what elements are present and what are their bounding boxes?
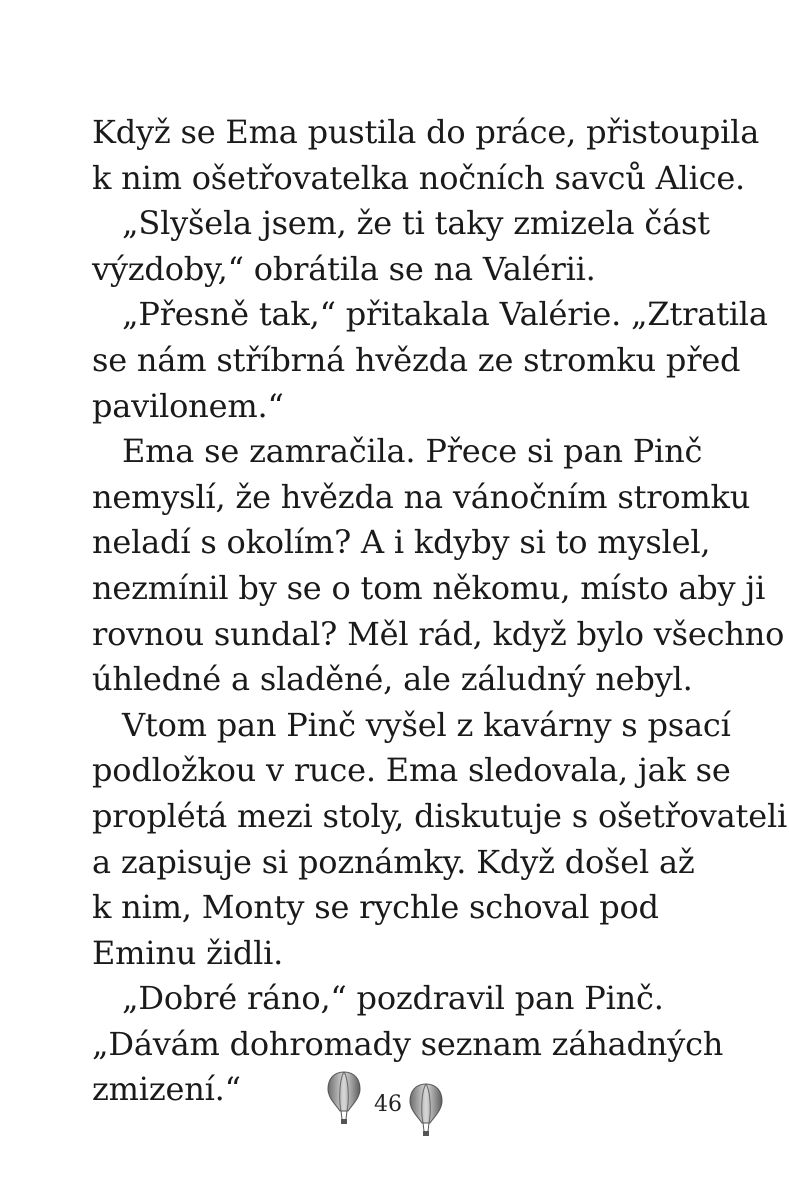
text-line: k nim ošetřovatelka nočních savců Alice. (92, 158, 746, 197)
text-line: „Slyšela jsem, že ti taky zmizela část (122, 204, 710, 243)
text-line: pavilonem.“ (92, 386, 284, 425)
text-line: neladí s okolím? A i kdyby si to myslel, (92, 523, 711, 562)
text-line: rovnou sundal? Měl rád, když bylo všechno (92, 614, 785, 653)
text-line: „Dobré ráno,“ pozdravil pan Pinč. (122, 979, 664, 1018)
page-number: 46 (374, 1092, 402, 1117)
text-line: se nám stříbrná hvězda ze stromku před (92, 340, 741, 379)
text-line: a zapisuje si poznámky. Když došel až (92, 842, 695, 881)
body-text (92, 110, 788, 1113)
text-line: „Přesně tak,“ přitakala Valérie. „Ztratila (122, 295, 768, 334)
text-line: k nim, Monty se rychle schoval pod (92, 888, 659, 927)
text-line: úhledné a sladěné, ale záludný nebyl. (92, 660, 693, 699)
text-line: Ema se zamračila. Přece si pan Pinč (122, 432, 703, 471)
text-line: výzdoby,“ obrátila se na Valérii. (92, 249, 596, 288)
text-line: nezmínil by se o tom někomu, místo aby ji (92, 568, 766, 607)
text-line: zmizení.“ (92, 1070, 241, 1109)
text-line: „Dávám dohromady seznam záhadných (92, 1024, 724, 1063)
page-footer (0, 1062, 789, 1132)
text-line: Když se Ema pustila do práce, přistoupila (92, 113, 760, 151)
hot-air-balloon-icon (327, 1070, 361, 1128)
hot-air-balloon-icon (409, 1082, 443, 1140)
text-line: Vtom pan Pinč vyšel z kavárny s psací (122, 705, 731, 744)
text-line: nemyslí, že hvězda na vánočním stromku (92, 477, 751, 516)
text-line: podložkou v ruce. Ema sledovala, jak se (92, 751, 731, 790)
text-line: Eminu židli. (92, 933, 284, 972)
text-line: proplétá mezi stoly, diskutuje s ošetřovateli (92, 796, 788, 835)
